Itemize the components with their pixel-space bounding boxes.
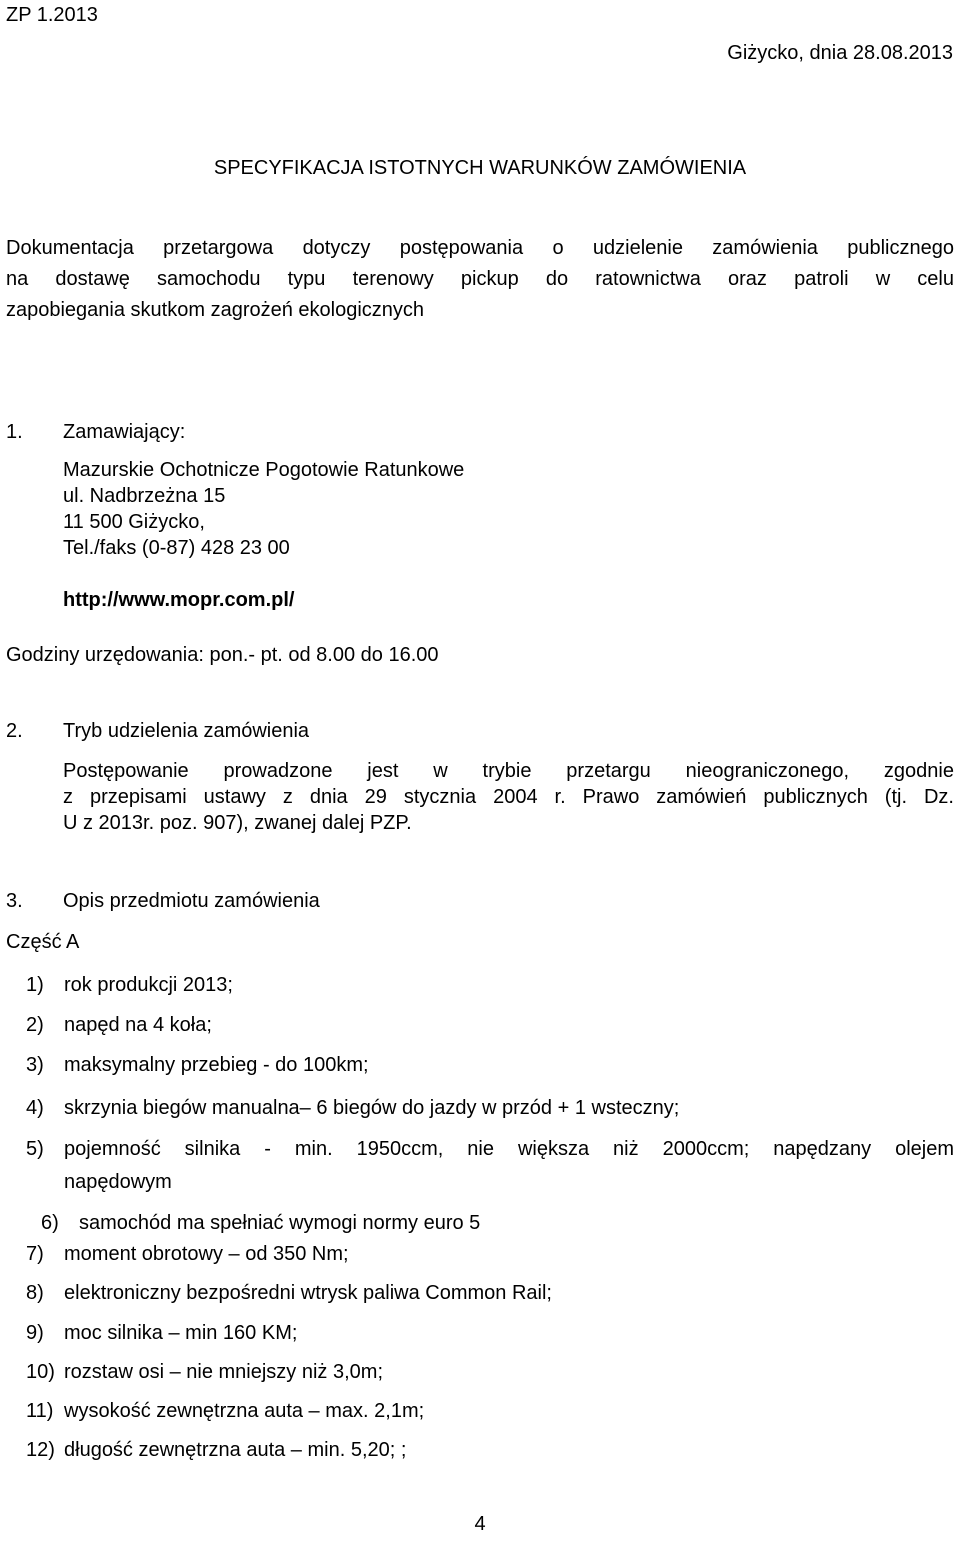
list-item-number: 4): [26, 1097, 44, 1119]
list-item: [26, 1281, 552, 1305]
list-item: [41, 1211, 480, 1235]
address-line: Mazurskie Ochotnicze Pogotowie Ratunkowe: [63, 459, 465, 481]
address-line: Tel./faks (0-87) 428 23 00: [63, 537, 290, 559]
list-item-text: długość zewnętrzna auta – min. 5,20; ;: [64, 1439, 407, 1461]
list-item: [26, 1399, 424, 1423]
list-item-number: 7): [26, 1243, 44, 1265]
list-item: [26, 1013, 212, 1037]
list-item: [26, 1096, 679, 1120]
list-item-text: maksymalny przebieg - do 100km;: [64, 1054, 369, 1076]
intro-line-3: zapobiegania skutkom zagrożeń ekologicznych: [6, 299, 425, 321]
list-item-number: 6): [41, 1212, 59, 1234]
section-2-number: 2.: [6, 720, 23, 742]
list-item-number: 1): [26, 974, 44, 996]
list-item-text: elektroniczny bezpośredni wtrysk paliwa Common Rail;: [64, 1282, 552, 1304]
list-item-number: 10): [26, 1361, 55, 1383]
list-item-text: napęd na 4 koła;: [64, 1014, 212, 1036]
list-item-text: wysokość zewnętrzna auta – max. 2,1m;: [64, 1400, 425, 1422]
list-item: [26, 973, 233, 997]
list-item-text: moc silnika – min 160 KM;: [64, 1322, 298, 1344]
list-item: [26, 1137, 954, 1194]
list-item-number: 5): [26, 1138, 44, 1160]
intro-paragraph: [6, 236, 954, 329]
list-item: [26, 1360, 383, 1384]
list-item-text: samochód ma spełniać wymogi normy euro 5: [79, 1212, 481, 1234]
office-hours: Godziny urzędowania: pon.- pt. od 8.00 do 16.00: [6, 644, 439, 666]
section-1-title: Zamawiający:: [63, 421, 186, 443]
section-3-heading: [6, 889, 320, 913]
list-item: [26, 1438, 406, 1462]
list-item-text-continued: napędowym: [64, 1171, 172, 1193]
address-line: ul. Nadbrzeżna 15: [63, 485, 226, 507]
list-item-text: rozstaw osi – nie mniejszy niż 3,0m;: [64, 1361, 384, 1383]
list-item: [26, 1321, 297, 1345]
website-link[interactable]: http://www.mopr.com.pl/: [63, 589, 295, 611]
section-3-number: 3.: [6, 890, 23, 912]
list-item-text: rok produkcji 2013;: [64, 974, 233, 996]
document-reference: ZP 1.2013: [6, 4, 98, 26]
part-a-heading: Część A: [6, 931, 80, 953]
section-2-title: Tryb udzielenia zamówienia: [63, 720, 310, 742]
intro-line-1: Dokumentacja przetargowa dotyczy postępowania o udzielenie zamówienia publicznego: [6, 237, 954, 259]
list-item-number: 2): [26, 1014, 44, 1036]
section-2-line-2: z przepisami ustawy z dnia 29 stycznia 2004 r. Prawo zamówień publicznych (tj. Dz.: [63, 786, 954, 808]
list-item-number: 11): [26, 1400, 54, 1422]
list-item-text: pojemność silnika - min. 1950ccm, nie większa niż 2000ccm; napędzany olejem: [64, 1138, 954, 1160]
list-item-text: skrzynia biegów manualna– 6 biegów do jazdy w przód + 1 wsteczny;: [64, 1097, 680, 1119]
section-1-number: 1.: [6, 421, 23, 443]
list-item-number: 9): [26, 1322, 44, 1344]
section-2-line-1: Postępowanie prowadzone jest w trybie przetargu nieograniczonego, zgodnie: [63, 760, 954, 782]
list-item-text: moment obrotowy – od 350 Nm;: [64, 1243, 349, 1265]
list-item: [26, 1242, 349, 1266]
list-item: [26, 1053, 369, 1077]
list-item-number: 12): [26, 1439, 55, 1461]
document-title: SPECYFIKACJA ISTOTNYCH WARUNKÓW ZAMÓWIENIA: [213, 157, 747, 179]
section-1-heading: [6, 420, 185, 444]
section-2-heading: [6, 719, 309, 743]
page-number: 4: [474, 1513, 486, 1535]
contracting-authority-address: [63, 457, 464, 561]
intro-line-2: na dostawę samochodu typu terenowy pickup do ratownictwa oraz patroli w celu: [6, 268, 954, 290]
list-item-number: 3): [26, 1054, 44, 1076]
list-item-number: 8): [26, 1282, 44, 1304]
section-2-body: [63, 758, 954, 836]
section-2-line-3: U z 2013r. poz. 907), zwanej dalej PZP.: [63, 812, 412, 834]
section-3-title: Opis przedmiotu zamówienia: [63, 890, 320, 912]
document-date: Giżycko, dnia 28.08.2013: [727, 42, 953, 64]
address-line: 11 500 Giżycko,: [63, 511, 205, 533]
